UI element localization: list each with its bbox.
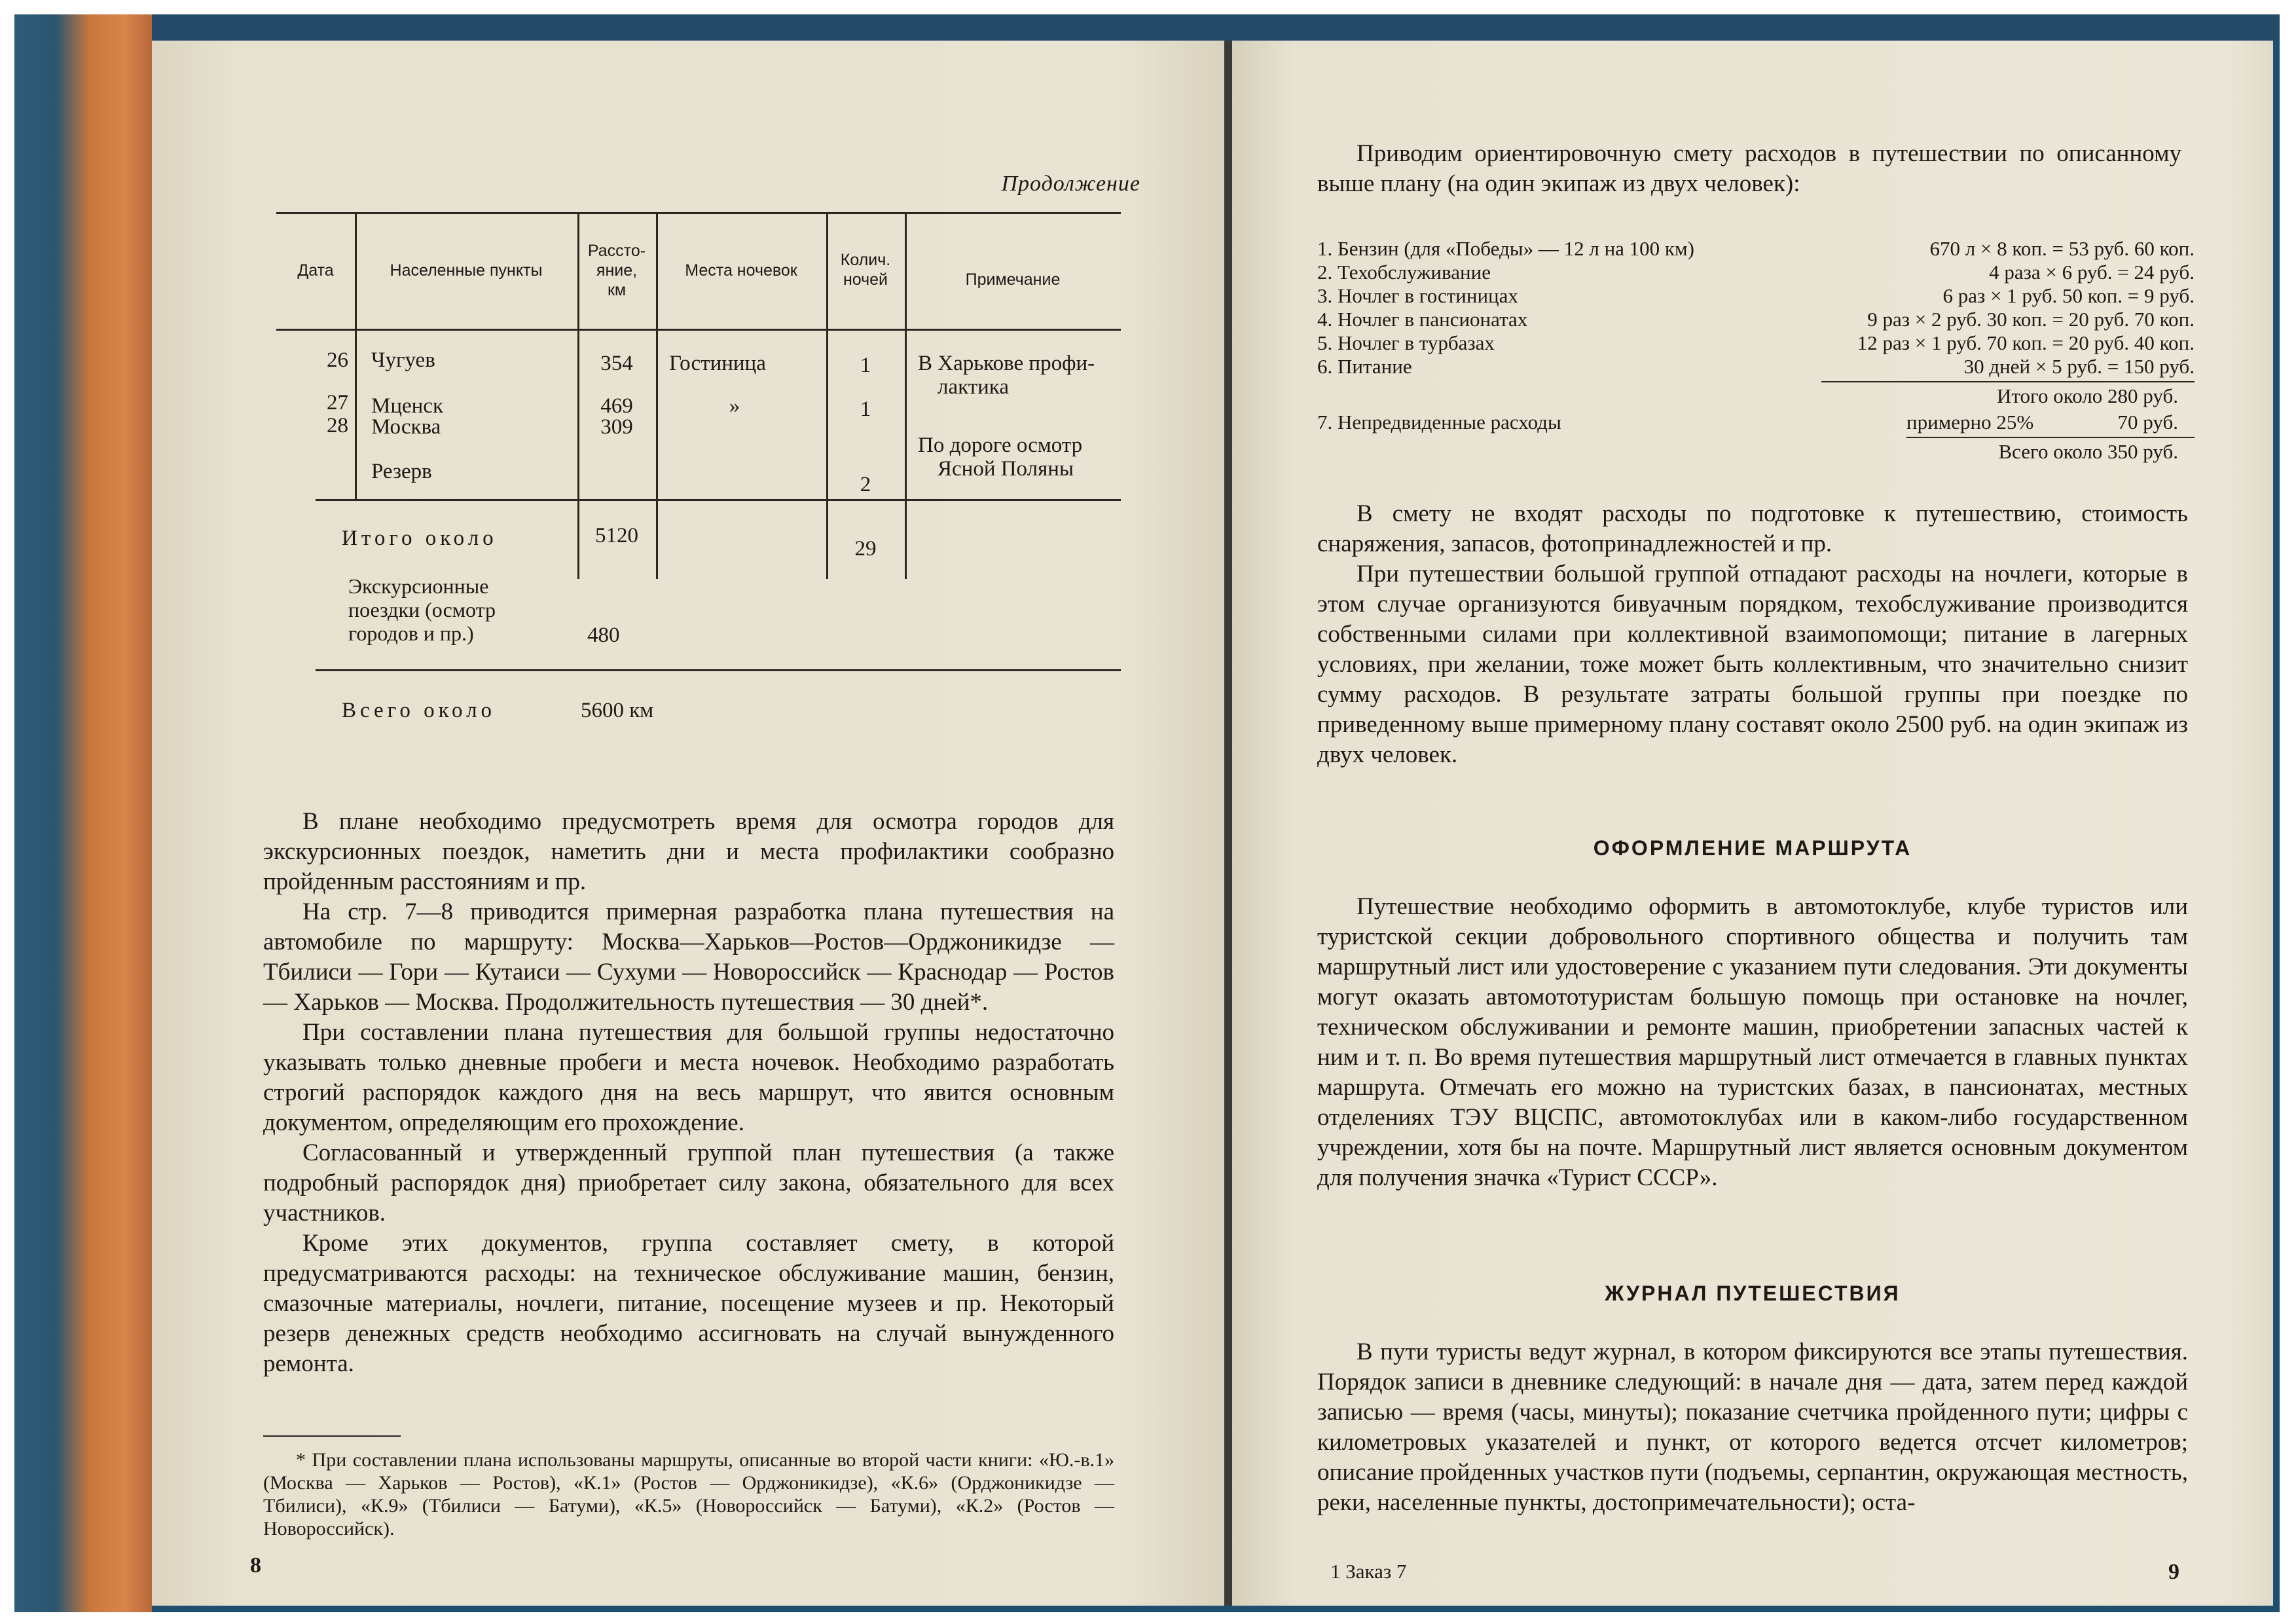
row3-km: 309 bbox=[600, 415, 633, 439]
grand-total-label: Всего около bbox=[342, 699, 496, 722]
header-places: Населенные пункты bbox=[390, 261, 543, 280]
table-bottom-rule bbox=[316, 669, 1121, 671]
row1-date: 26 bbox=[327, 348, 348, 372]
section-journal-text: В пути туристы ведут журнал, в котором фиксируются все этапы путешествия. Порядок записи в дневнике следующий: в начале дня — дата, затем перед каждой записью — время (часы, минуты); показание счетчика пройденного пути; цифры с километровых указателей и пункт, от которого ведется отсчет километров; описание пройденных участков пути (подъемы, серпантин, окружающая местность, реки, населенные пункты, достопримечательности); оста- bbox=[1317, 1338, 2188, 1516]
row1-nights: 1 bbox=[860, 354, 871, 377]
row2-km: 469 bbox=[600, 394, 633, 418]
total-rule bbox=[1906, 437, 2195, 438]
paragraph: В плане необходимо предусмотреть время для осмотра городов для экскурсионных поездок, наметить дни и места профилактики сообразно пройденным расстояниям и пр. bbox=[263, 808, 1114, 895]
paragraph: В смету не входят расходы по подготовке к путешествию, стоимость снаряжения, запасов, фотопринадлежностей и пр. bbox=[1317, 500, 2188, 557]
unforeseen-value: 70 руб. bbox=[2117, 411, 2178, 434]
paragraph: Согласованный и утвержденный группой план путешествия (а также подробный распорядок дня) приобретает силу закона, обязательного для всех участников. bbox=[263, 1139, 1114, 1227]
estimate-item: 1. Бензин (для «Победы» — 12 л на 100 км) 670 л × 8 коп. = 53 руб. 60 коп. bbox=[1317, 237, 2195, 260]
col-rule-1 bbox=[355, 212, 357, 500]
header-date: Дата bbox=[297, 261, 334, 280]
table-header-rule bbox=[276, 329, 1121, 331]
table-rows-rule bbox=[316, 499, 1121, 501]
row4-place: Резерв bbox=[371, 460, 432, 483]
row2-place: Мценск bbox=[371, 394, 443, 418]
footnote-rule bbox=[263, 1435, 401, 1437]
cover-edge-left bbox=[14, 14, 152, 1612]
estimate-item: 3. Ночлег в гостиницах 6 раз × 1 руб. 50 коп. = 9 руб. bbox=[1317, 284, 2195, 307]
table-top-rule bbox=[276, 212, 1121, 214]
right-body-text bbox=[1317, 499, 2188, 770]
estimate-item: 2. Техобслуживание 4 раза × 6 руб. = 24 руб. bbox=[1317, 261, 2195, 284]
row3-place: Москва bbox=[371, 415, 441, 439]
paragraph: При составлении плана путешествия для большой группы недостаточно указывать только дневные пробеги и места ночевок. Необходимо разработать строгий распорядок каждого дня на весь маршрут, что явится основным документом, определяющим его прохождение. bbox=[263, 1019, 1114, 1136]
header-distance: Рассто- яние, км bbox=[587, 242, 646, 299]
estimate-item: 6. Питание 30 дней × 5 руб. = 150 руб. bbox=[1317, 355, 2195, 378]
cover-edge-top bbox=[14, 14, 2280, 41]
header-overnight: Места ночевок bbox=[685, 261, 797, 280]
book-spread bbox=[14, 14, 2280, 1612]
header-note: Примечание bbox=[965, 270, 1061, 289]
left-body-text bbox=[263, 807, 1114, 1379]
estimate-intro: Приводим ориентировочную смету расходов в путешествии по описанному выше плану (на один экипаж из двух человек): bbox=[1317, 140, 2181, 197]
total-km: 5120 bbox=[595, 524, 638, 547]
continuation-label: Продолжение bbox=[1001, 172, 1140, 196]
note-2: По дороге осмотр Ясной Поляны bbox=[918, 434, 1083, 481]
row4-nights: 2 bbox=[860, 473, 871, 496]
right-page bbox=[1232, 41, 2273, 1606]
printer-signature: 1 Заказ 7 bbox=[1330, 1560, 1407, 1583]
section-heading-journal: ЖУРНАЛ ПУТЕШЕСТВИЯ bbox=[1605, 1282, 1901, 1305]
page-number-right: 9 bbox=[2168, 1560, 2179, 1584]
total-nights: 29 bbox=[854, 537, 877, 561]
row2-date: 27 bbox=[327, 391, 348, 415]
unforeseen-approx: примерно 25% bbox=[1906, 411, 2034, 434]
row3-date: 28 bbox=[327, 414, 348, 437]
excursions-label: Экскурсионные поездки (осмотр городов и пр.) bbox=[348, 574, 496, 645]
col-rule-5 bbox=[905, 212, 907, 579]
section-route-text: Путешествие необходимо оформить в автомотоклубе, клубе туристов или туристской секции добровольного спортивного общества и получить там маршрутный лист или удостоверение с указанием пути следования. Эти документы могут оказать автомототуристам большую помощь при остановке на ночлег, техническом обслуживании и ремонте машин, приобретении запасных частей к ним и т. п. Во время путешествия маршрутный лист отмечается в главных пунктах маршрута. Отмечать его можно на туристских базах, в пансионатах, местных отделениях ТЭУ ВЦСПС, автомотоклубах или в каком-либо государственном учреждении, хотя бы на почте. Маршрутный лист является основным документом для получения значка «Турист СССР». bbox=[1317, 893, 2188, 1191]
estimate-list bbox=[1317, 237, 2195, 378]
section-heading-route: ОФОРМЛЕНИЕ МАРШРУТА bbox=[1593, 836, 1912, 860]
paragraph: При путешествии большой группой отпадают расходы на ночлеги, которые в этом случае организуются бивуачным порядком, техобслуживание производится собственными силами при коллективной взаимопомощи; питание в лагерных условиях, при желании, тоже может быть коллективным, что значительно снизит сумму расходов. В результате затраты большой группы при поездке по приведенному выше примерному плану составят около 2500 руб. на один экипаж из двух человек. bbox=[1317, 561, 2188, 768]
unforeseen-label: 7. Непредвиденные расходы bbox=[1317, 411, 1561, 434]
note-1: В Харькове профи- лактика bbox=[918, 352, 1095, 399]
row1-place: Чугуев bbox=[371, 348, 435, 372]
grand-total-km: 5600 км bbox=[581, 699, 654, 722]
footnote: * При составлении плана использованы маршруты, описанные во второй части книги: «Ю.-в.1» (Москва — Харьков — Ростов), «К.1» (Ростов — Орджоникидзе), «К.6» (Орджоникидзе — Тбилиси), «К.9» (Тбилиси — Батуми), «К.5» (Новороссийск — Батуми), «К.2» (Ростов — Новороссийск). bbox=[263, 1449, 1114, 1540]
row2-stay: » bbox=[729, 394, 740, 418]
page-number-left: 8 bbox=[250, 1553, 261, 1578]
header-nights: Колич. ночей bbox=[840, 251, 891, 289]
row1-stay: Гостиница bbox=[669, 352, 766, 375]
left-page bbox=[152, 41, 1226, 1606]
row2-nights: 1 bbox=[860, 397, 871, 421]
grand-total: Всего около 350 руб. bbox=[1998, 440, 2178, 463]
estimate-item: 5. Ночлег в турбазах 12 раз × 1 руб. 70 коп. = 20 руб. 40 коп. bbox=[1317, 331, 2195, 354]
estimate-item: 4. Ночлег в пансионатах 9 раз × 2 руб. 30 коп. = 20 руб. 70 коп. bbox=[1317, 308, 2195, 331]
row1-km: 354 bbox=[600, 352, 633, 375]
paragraph: На стр. 7—8 приводится примерная разработка плана путешествия на автомобиле по маршруту: Москва—Харьков—Ростов—Орджоникидзе — Тбилиси — Гори — Кутаиси — Сухуми — Новороссийск — Краснодар — Ростов — Харьков — Москва. Продолжительность путешествия — 30 дней*. bbox=[263, 898, 1114, 1016]
total-label: Итого около bbox=[342, 526, 498, 550]
subtotal: Итого около 280 руб. bbox=[1997, 384, 2178, 407]
paragraph: Кроме этих документов, группа составляет смету, в которой предусматриваются расходы: на техническое обслуживание машин, бензин, смазочные материалы, ночлеги, питание, посещение музеев и пр. Некоторый резерв денежных средств необходимо ассигновать на случай вынужденного ремонта. bbox=[263, 1230, 1114, 1377]
subtotal-rule bbox=[1821, 381, 2195, 382]
excursions-km: 480 bbox=[587, 623, 620, 647]
